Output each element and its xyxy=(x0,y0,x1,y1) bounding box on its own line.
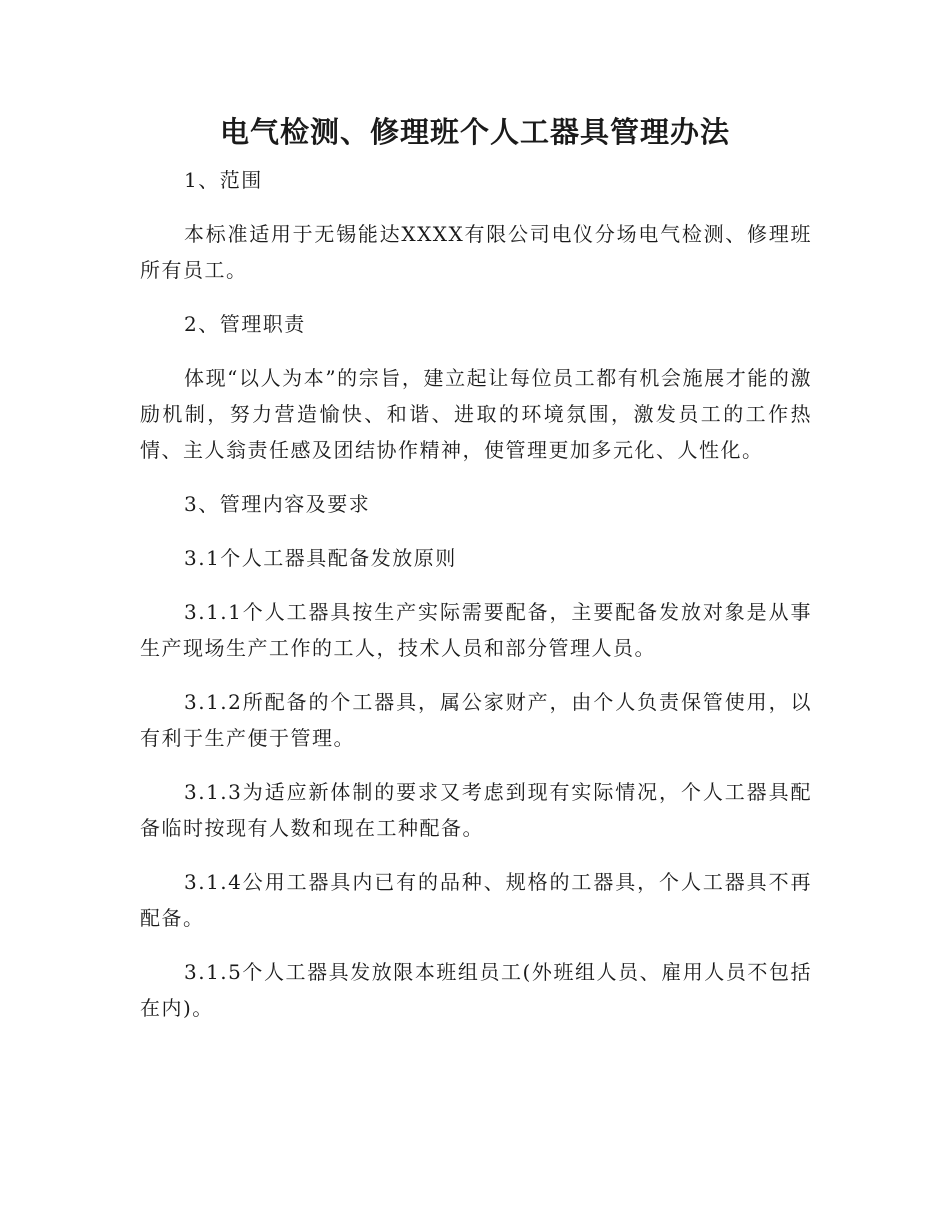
scope-paragraph: 本标准适用于无锡能达XXXX有限公司电仪分场电气检测、修理班所有员工。 xyxy=(140,222,812,282)
section-heading-responsibilities: 2、管理职责 xyxy=(184,312,306,336)
clause-3-1-2: 3.1.2所配备的个工器具，属公家财产，由个人负责保管使用，以有利于生产便于管理。 xyxy=(140,690,812,750)
subsection-heading-3-1: 3.1个人工器具配备发放原则 xyxy=(184,546,457,570)
clause-3-1-5: 3.1.5个人工器具发放限本班组员工(外班组人员、雇用人员不包括在内)。 xyxy=(140,960,812,1020)
document-body xyxy=(140,162,812,1044)
section-heading-scope: 1、范围 xyxy=(184,168,263,192)
responsibilities-paragraph: 体现“以人为本”的宗旨，建立起让每位员工都有机会施展才能的激励机制，努力营造愉快、和谐、进取的环境氛围，激发员工的工作热情、主人翁责任感及团结协作精神，使管理更加多元化、人性化。 xyxy=(140,366,812,462)
section-heading-content: 3、管理内容及要求 xyxy=(184,492,371,516)
clause-3-1-1: 3.1.1个人工器具按生产实际需要配备，主要配备发放对象是从事生产现场生产工作的工人，技术人员和部分管理人员。 xyxy=(140,600,812,660)
clause-3-1-3: 3.1.3为适应新体制的要求又考虑到现有实际情况，个人工器具配备临时按现有人数和现在工种配备。 xyxy=(140,780,812,840)
document-title: 电气检测、修理班个人工器具管理办法 xyxy=(219,115,730,149)
clause-3-1-4: 3.1.4公用工器具内已有的品种、规格的工器具，个人工器具不再配备。 xyxy=(140,870,812,930)
